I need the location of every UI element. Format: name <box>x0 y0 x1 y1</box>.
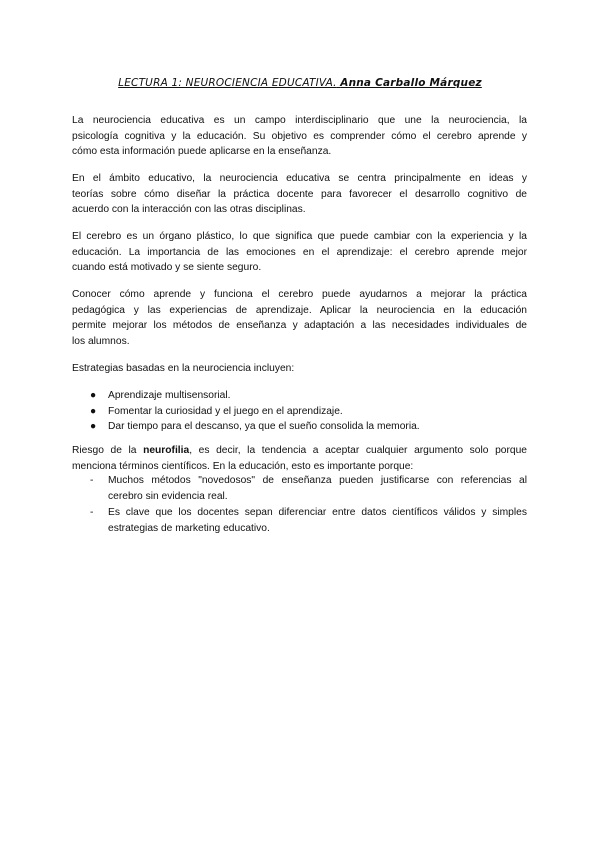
text-line: Estrategias basadas en la neurociencia incluyen: <box>72 363 295 374</box>
text-line: En el ámbito educativo, la neurociencia educativa se centra principalmente en ideas y <box>72 173 527 184</box>
text-line: menciona términos científicos. En la educación, esto es importante porque: <box>72 460 414 472</box>
text-line: estrategias de marketing educativo. <box>108 522 270 534</box>
text-line: permite mejorar los métodos de enseñanza y adaptación a las necesidades individuales de <box>72 320 527 331</box>
strategies-intro <box>72 361 527 377</box>
text-line: pedagógica y las experiencias de aprendizaje. Aplicar la neurociencia en la educación <box>72 304 527 316</box>
text-line: La neurociencia educativa es un campo interdisciplinario que une la neurociencia, la <box>72 115 527 126</box>
list-item <box>72 473 527 504</box>
document-title <box>72 76 528 90</box>
text-fragment: , es decir, la tendencia a aceptar cualquier argumento solo porque <box>189 445 527 456</box>
text-line: teorías sobre cómo diseñar la práctica docente para favorecer el desarrollo cognitivo de <box>72 188 527 200</box>
text-line: El cerebro es un órgano plástico, lo que significa que puede cambiar con la experiencia y la <box>72 231 527 242</box>
paragraph-neurophilia <box>72 443 527 474</box>
text-line: cerebro sin evidencia real. <box>108 490 228 502</box>
risks-list <box>72 473 527 537</box>
text-line: educación. La importancia de las emociones en el aprendizaje: el cerebro aprende mejor <box>72 246 527 258</box>
list-item <box>72 505 527 536</box>
paragraph-practice <box>72 287 527 349</box>
bullet-icon: ● <box>90 390 97 401</box>
paragraph-educational-scope <box>72 171 527 218</box>
text-line: Es clave que los docentes sepan diferenciar entre datos científicos válidos y simples <box>108 507 527 518</box>
author-name: Anna Carballo Márquez <box>340 77 482 89</box>
paragraph-plasticity <box>72 229 527 276</box>
text-line: acuerdo con la interacción con las otras disciplinas. <box>72 204 306 215</box>
bullet-icon: ● <box>90 421 97 432</box>
list-item <box>72 419 527 435</box>
dash-icon: - <box>90 507 94 518</box>
text-line <box>72 443 527 459</box>
text-line: psicología cognitiva y la educación. Su objetivo es comprender cómo el cerebro aprende y <box>72 130 527 142</box>
text-line: los alumnos. <box>72 335 130 347</box>
paragraph-intro <box>72 113 527 160</box>
neurofilia-term: neurofilia <box>143 445 190 456</box>
list-item-text: Dar tiempo para el descanso, ya que el sueño consolida la memoria. <box>108 421 420 432</box>
bullet-icon: ● <box>90 405 97 417</box>
list-item-text: Aprendizaje multisensorial. <box>108 390 231 401</box>
list-item <box>72 388 527 404</box>
text-line: cuando está motivado y se siente seguro. <box>72 262 262 273</box>
text-line: Muchos métodos "novedosos" de enseñanza pueden justificarse con referencias al <box>108 475 527 486</box>
text-fragment: Riesgo de la <box>72 445 144 456</box>
strategies-list <box>72 388 527 435</box>
list-item-text: Fomentar la curiosidad y el juego en el aprendizaje. <box>108 405 343 417</box>
text-line: Conocer cómo aprende y funciona el cerebro puede ayudarnos a mejorar la práctica <box>72 289 527 300</box>
text-line: cómo esta información puede aplicarse en la enseñanza. <box>72 146 332 157</box>
lecture-title: LECTURA 1: NEUROCIENCIA EDUCATIVA. <box>118 77 337 89</box>
dash-icon: - <box>90 475 94 486</box>
list-item <box>72 404 527 420</box>
